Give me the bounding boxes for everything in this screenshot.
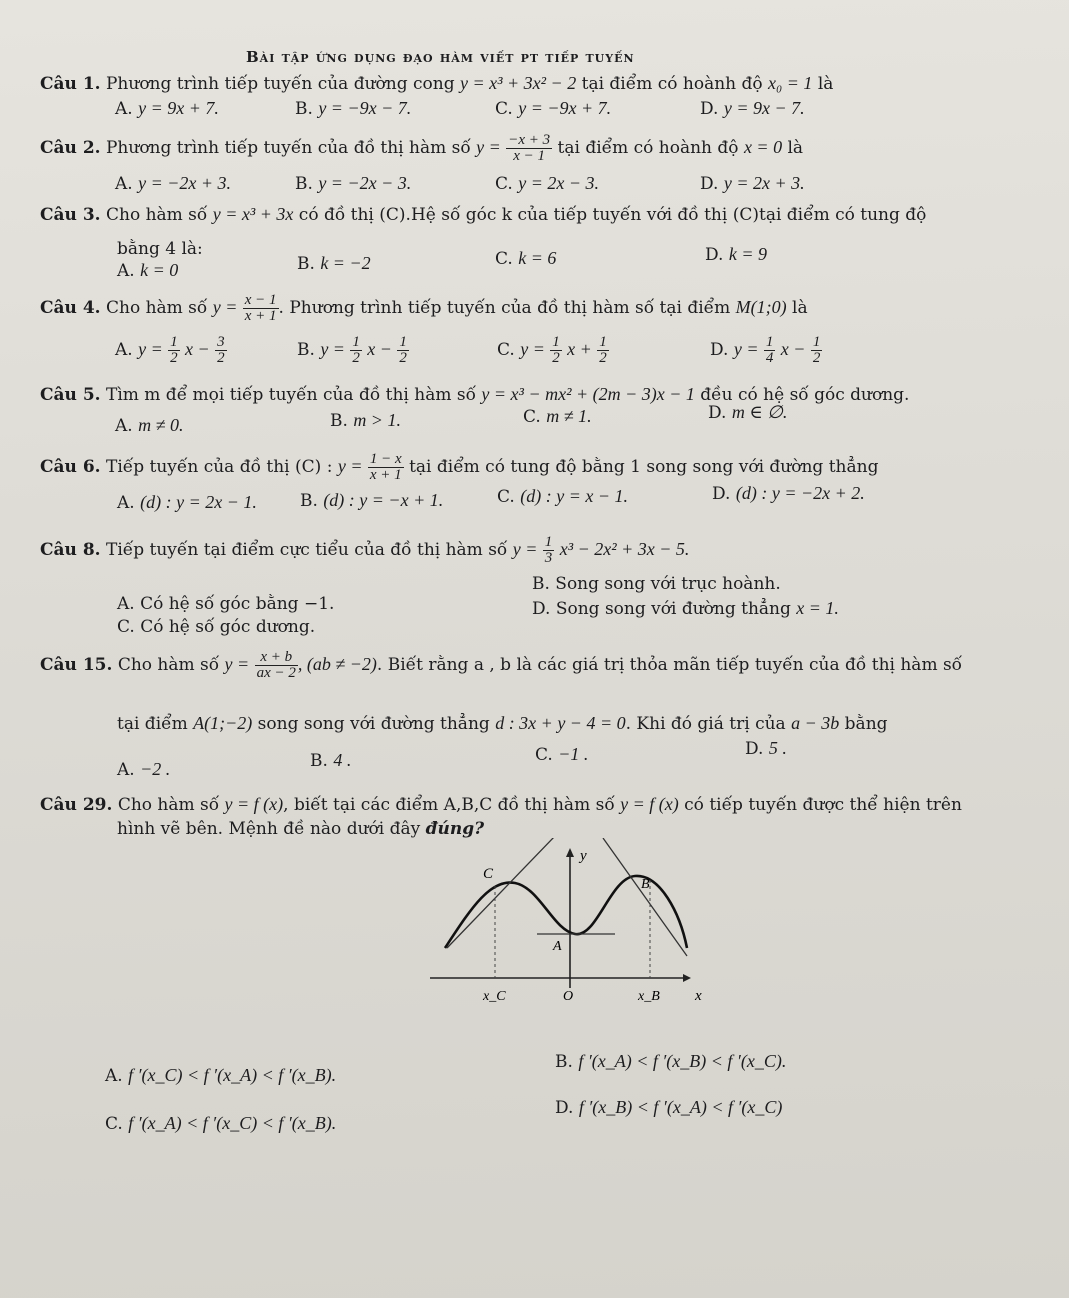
q15-text: Cho hàm số	[117, 655, 220, 675]
q4-c-d2: 2	[599, 350, 607, 366]
q29-option-d[interactable]	[555, 1096, 782, 1119]
question-15	[40, 650, 962, 681]
q29-option-a-letter: A.	[105, 1066, 123, 1086]
q2-option-a[interactable]	[115, 172, 231, 195]
q3-label: Câu 3.	[40, 205, 101, 225]
q15-option-a-value: −2 .	[140, 759, 171, 779]
q6-text: Tiếp tuyến của đồ thị (C) :	[105, 457, 333, 477]
q5-option-d[interactable]	[708, 401, 787, 424]
q15-text6: bằng	[844, 714, 888, 734]
q3-text2: có đồ thị (C).Hệ số góc k của tiếp tuyến với đồ thị (C)tại điểm có tung độ	[298, 205, 927, 225]
x-axis-arrow	[683, 974, 691, 982]
q4-c-n1: 1	[552, 334, 560, 350]
question-8	[40, 535, 689, 566]
q4-denominator: x + 1	[244, 308, 277, 324]
q4-c-d1: 2	[552, 350, 560, 366]
q15-fraction	[255, 650, 298, 681]
q2-option-a-value: y = −2x + 3.	[138, 173, 232, 193]
question-6	[40, 452, 878, 483]
q6-option-c-value: (d) : y = x − 1.	[520, 486, 628, 506]
q5-option-c-value: m ≠ 1.	[546, 406, 592, 426]
q5-text2: đều có hệ số góc dương.	[700, 385, 910, 405]
q5-text: Tìm m để mọi tiếp tuyến của đồ thị hàm số	[105, 385, 477, 405]
q2-denominator: x − 1	[513, 148, 546, 164]
q3-equation: y = x³ + 3x	[212, 204, 294, 224]
q4-d-d1: 4	[765, 350, 774, 366]
q6-option-a-value: (d) : y = 2x − 1.	[140, 492, 257, 512]
q2-option-c-letter: C.	[495, 174, 513, 194]
q15-option-a[interactable]	[117, 758, 170, 781]
q15-condition: , (ab ≠ −2)	[297, 654, 377, 674]
page-title: Bài tập ứng dụng đạo hàm viết pt tiếp tuyến	[246, 48, 635, 66]
q15-option-d[interactable]	[745, 737, 787, 760]
question-1	[40, 72, 833, 95]
xc-label: x_C	[483, 989, 506, 1004]
q15-option-c-value: −1 .	[558, 744, 589, 764]
q15-y: y =	[224, 654, 250, 674]
q4-la: là	[792, 298, 808, 318]
q2-option-b-value: y = −2x − 3.	[318, 173, 412, 193]
q6-option-c-letter: C.	[497, 487, 515, 507]
q29-text4: hình vẽ bên. Mệnh đề nào dưới đây	[117, 819, 421, 839]
q6-label: Câu 6.	[40, 457, 101, 477]
q8-option-d-text: D. Song song với đường thẳng	[532, 599, 791, 619]
q4-fraction	[243, 293, 279, 324]
xb-label: x_B	[638, 989, 660, 1004]
q15-denominator: ax − 2	[256, 665, 296, 681]
q4-option-d-letter: D.	[710, 340, 729, 360]
q8-numerator: 1	[544, 534, 553, 550]
q3-text3: bằng 4 là:	[117, 239, 203, 259]
q29-option-a-value: f ′(x_C) < f ′(x_A) < f ′(x_B).	[128, 1065, 337, 1085]
q4-option-c-letter: C.	[497, 340, 515, 360]
q8-option-d-eq: x = 1.	[796, 598, 839, 618]
q4-d-mid: x −	[780, 339, 806, 359]
q6-text2: tại điểm có tung độ bằng 1 song song với đường thẳng	[409, 457, 879, 477]
point-a-label: A	[553, 939, 562, 954]
q4-a-mid: x −	[185, 339, 210, 359]
q4-d-frac1	[764, 335, 776, 366]
q1-option-c-value: y = −9x + 7.	[518, 98, 612, 118]
q6-option-d-letter: D.	[712, 484, 731, 504]
q29-option-d-letter: D.	[555, 1098, 574, 1118]
q3-option-a[interactable]	[117, 259, 178, 282]
q5-option-c[interactable]	[523, 405, 592, 428]
q8-label: Câu 8.	[40, 540, 101, 560]
q6-y: y =	[337, 456, 363, 476]
q4-text: Cho hàm số	[105, 298, 208, 318]
q3-option-b-value: k = −2	[320, 253, 371, 273]
q5-label: Câu 5.	[40, 385, 101, 405]
q8-y: y =	[512, 539, 538, 559]
q29-option-c-letter: C.	[105, 1114, 123, 1134]
q15-option-c[interactable]	[535, 743, 588, 766]
q1-option-d-value: y = 9x − 7.	[723, 98, 805, 118]
q2-label: Câu 2.	[40, 138, 101, 158]
q1-option-a-value: y = 9x + 7.	[138, 98, 219, 118]
q15-label: Câu 15.	[40, 655, 113, 675]
point-b-label: B	[641, 877, 650, 892]
q3-option-c[interactable]	[495, 247, 556, 270]
q1-label: Câu 1.	[40, 74, 101, 94]
q4-a-d1: 2	[170, 350, 178, 366]
question-4	[40, 293, 808, 324]
q3-option-d-value: k = 9	[728, 244, 767, 264]
q1-option-b-letter: B.	[295, 99, 313, 119]
q4-d-n1: 1	[765, 334, 774, 350]
q29-option-b-value: f ′(x_A) < f ′(x_B) < f ′(x_C).	[578, 1051, 787, 1071]
q4-option-a[interactable]	[115, 335, 227, 366]
q4-point: M(1;0)	[735, 297, 787, 317]
q2-option-d-value: y = 2x + 3.	[723, 173, 805, 193]
q8-fraction	[543, 535, 555, 566]
q2-option-a-letter: A.	[115, 174, 133, 194]
q5-option-d-letter: D.	[708, 403, 727, 423]
q2-la: là	[787, 138, 804, 158]
q2-condition: x = 0	[743, 137, 783, 157]
question-2	[40, 133, 803, 164]
q4-a-frac1	[168, 335, 180, 366]
q3-option-b-letter: B.	[297, 254, 315, 274]
q1-option-a-letter: A.	[115, 99, 133, 119]
q15-option-a-letter: A.	[117, 760, 135, 780]
q4-b-mid: x −	[367, 339, 392, 359]
q4-c-mid: x +	[567, 339, 592, 359]
function-graph	[425, 838, 725, 1028]
q29-option-b-letter: B.	[555, 1052, 573, 1072]
q15-line2	[117, 712, 888, 735]
q3-text: Cho hàm số	[105, 205, 208, 225]
q1-text: Phương trình tiếp tuyến của đường cong	[105, 74, 455, 94]
q8-option-c[interactable]: C. Có hệ số góc dương.	[117, 617, 316, 637]
q3-option-d-letter: D.	[705, 245, 724, 265]
q4-option-c[interactable]	[497, 335, 609, 366]
q1-condition: x₀ = 1	[768, 73, 813, 93]
q4-option-a-letter: A.	[115, 340, 133, 360]
q3-option-c-value: k = 6	[518, 248, 557, 268]
q15-numerator: x + b	[255, 650, 298, 666]
q15-option-b[interactable]	[310, 749, 351, 772]
q8-option-b[interactable]: B. Song song với trục hoành.	[532, 574, 781, 594]
q4-b-y: y =	[320, 339, 345, 359]
q4-b-d2: 2	[399, 350, 407, 366]
q4-label: Câu 4.	[40, 298, 101, 318]
q4-d-frac2	[811, 335, 823, 366]
q29-label: Câu 29.	[40, 795, 113, 815]
q15-option-b-letter: B.	[310, 751, 328, 771]
q15-point: A(1;−2)	[193, 713, 253, 733]
q2-option-d[interactable]	[700, 172, 805, 195]
q29-text: Cho hàm số	[117, 795, 220, 815]
q3-option-a-letter: A.	[117, 261, 135, 281]
q15-option-d-value: 5 .	[768, 738, 787, 758]
q1-la: là	[817, 74, 834, 94]
q4-option-b[interactable]	[297, 335, 409, 366]
q4-d-y: y =	[733, 339, 759, 359]
q1-text2: tại điểm có hoành độ	[581, 74, 763, 94]
q1-option-b[interactable]	[295, 97, 411, 120]
q4-a-frac2	[215, 335, 227, 366]
q5-option-a[interactable]	[115, 414, 183, 437]
q15-text3: tại điểm	[117, 714, 188, 734]
point-c-label: C	[483, 866, 494, 882]
origin-label: O	[563, 989, 574, 1004]
q6-fraction	[368, 452, 404, 483]
q5-option-a-value: m ≠ 0.	[138, 415, 184, 435]
q5-option-c-letter: C.	[523, 407, 541, 427]
q15-line: d : 3x + y − 4 = 0	[495, 713, 626, 733]
q6-option-b[interactable]	[300, 489, 443, 512]
q2-text: Phương trình tiếp tuyến của đồ thị hàm số	[105, 138, 471, 158]
q2-option-d-letter: D.	[700, 174, 719, 194]
x-label: x	[695, 988, 702, 1004]
q2-option-b-letter: B.	[295, 174, 313, 194]
q5-option-b-value: m > 1.	[353, 410, 401, 430]
q29-text2: , biết tại các điểm A,B,C đồ thị hàm số	[283, 795, 615, 815]
q4-option-b-letter: B.	[297, 340, 315, 360]
q4-text2: . Phương trình tiếp tuyến của đồ thị hàm số tại điểm	[278, 298, 731, 318]
q2-y: y =	[476, 137, 501, 157]
q6-option-d-value: (d) : y = −2x + 2.	[735, 483, 865, 503]
q2-numerator: −x + 3	[508, 132, 551, 148]
q8-denominator: 3	[544, 550, 553, 566]
q1-option-a[interactable]	[115, 97, 219, 120]
q29-option-c-value: f ′(x_A) < f ′(x_C) < f ′(x_B).	[128, 1113, 337, 1133]
q8-option-d[interactable]	[532, 597, 839, 620]
q4-d-n2: 1	[812, 334, 821, 350]
q2-text2: tại điểm có hoành độ	[557, 138, 739, 158]
q4-numerator: x − 1	[244, 292, 277, 308]
q4-b-n2: 1	[399, 334, 407, 350]
q4-a-d2: 2	[217, 350, 225, 366]
q8-equation-rest: x³ − 2x² + 3x − 5.	[559, 539, 690, 559]
q29-equation2: y = f (x)	[620, 794, 679, 814]
q6-option-a-letter: A.	[117, 493, 135, 513]
q29-text3: có tiếp tuyến được thể hiện trên	[684, 795, 962, 815]
q1-option-c[interactable]	[495, 97, 611, 120]
y-label: y	[580, 848, 587, 864]
q3-option-a-value: k = 0	[140, 260, 179, 280]
q29-option-c[interactable]	[105, 1112, 336, 1135]
q5-option-a-letter: A.	[115, 416, 133, 436]
q29-option-d-value: f ′(x_B) < f ′(x_A) < f ′(x_C)	[578, 1097, 783, 1117]
q15-expression: a − 3b	[791, 713, 840, 733]
q1-equation: y = x³ + 3x² − 2	[460, 73, 577, 93]
q2-fraction	[506, 133, 552, 164]
q29-option-a[interactable]	[105, 1064, 336, 1087]
q3-option-b[interactable]	[297, 252, 371, 275]
q4-c-n2: 1	[599, 334, 607, 350]
q4-option-d[interactable]	[710, 335, 822, 366]
q29-equation: y = f (x)	[224, 794, 284, 814]
q29-line2	[117, 818, 484, 840]
q4-c-frac1	[550, 335, 562, 366]
q4-b-n1: 1	[352, 334, 360, 350]
q2-option-c[interactable]	[495, 172, 599, 195]
q4-a-n1: 1	[170, 334, 178, 350]
q6-denominator: x + 1	[369, 467, 402, 483]
q15-option-b-value: 4 .	[333, 750, 352, 770]
tangent-at-b	[603, 838, 687, 956]
tangent-at-c	[447, 838, 555, 948]
q8-text: Tiếp tuyến tại điểm cực tiểu của đồ thị hàm số	[105, 540, 508, 560]
q2-option-b[interactable]	[295, 172, 411, 195]
q4-c-frac2	[597, 335, 609, 366]
y-axis-arrow	[566, 848, 574, 857]
q4-b-frac1	[350, 335, 362, 366]
q4-b-frac2	[397, 335, 409, 366]
question-29	[40, 793, 962, 816]
q5-option-b-letter: B.	[330, 411, 348, 431]
q29-emphasis: đúng?	[425, 819, 485, 839]
q6-option-a[interactable]	[117, 491, 257, 514]
q1-option-c-letter: C.	[495, 99, 513, 119]
q4-b-d1: 2	[352, 350, 360, 366]
q4-d-d2: 2	[812, 350, 821, 366]
q15-text2: . Biết rằng a , b là các giá trị thỏa mãn tiếp tuyến của đồ thị hàm số	[376, 655, 963, 675]
q1-option-d[interactable]	[700, 97, 805, 120]
q1-option-b-value: y = −9x − 7.	[318, 98, 412, 118]
q8-option-a[interactable]: A. Có hệ số góc bằng −1.	[117, 594, 335, 614]
q5-option-b[interactable]	[330, 409, 401, 432]
q15-option-c-letter: C.	[535, 745, 553, 765]
q6-option-b-letter: B.	[300, 491, 318, 511]
question-3	[40, 203, 926, 226]
q15-text5: . Khi đó giá trị của	[625, 714, 786, 734]
q4-c-y: y =	[520, 339, 545, 359]
q5-option-d-value: m ∈ ∅.	[731, 402, 788, 422]
q4-a-n2: 3	[217, 334, 225, 350]
q5-equation: y = x³ − mx² + (2m − 3)x − 1	[481, 384, 695, 404]
q3-option-c-letter: C.	[495, 249, 513, 269]
q3-option-d[interactable]	[705, 243, 767, 266]
q4-a-y: y =	[138, 339, 163, 359]
q6-option-d[interactable]	[712, 482, 865, 505]
q29-option-b[interactable]	[555, 1050, 786, 1073]
q6-numerator: 1 − x	[369, 451, 402, 467]
q15-option-d-letter: D.	[745, 739, 764, 759]
q6-option-b-value: (d) : y = −x + 1.	[323, 490, 444, 510]
q15-text4: song song với đường thẳng	[257, 714, 490, 734]
q6-option-c[interactable]	[497, 485, 628, 508]
q4-y: y =	[212, 297, 238, 317]
q1-option-d-letter: D.	[700, 99, 719, 119]
q2-option-c-value: y = 2x − 3.	[518, 173, 599, 193]
